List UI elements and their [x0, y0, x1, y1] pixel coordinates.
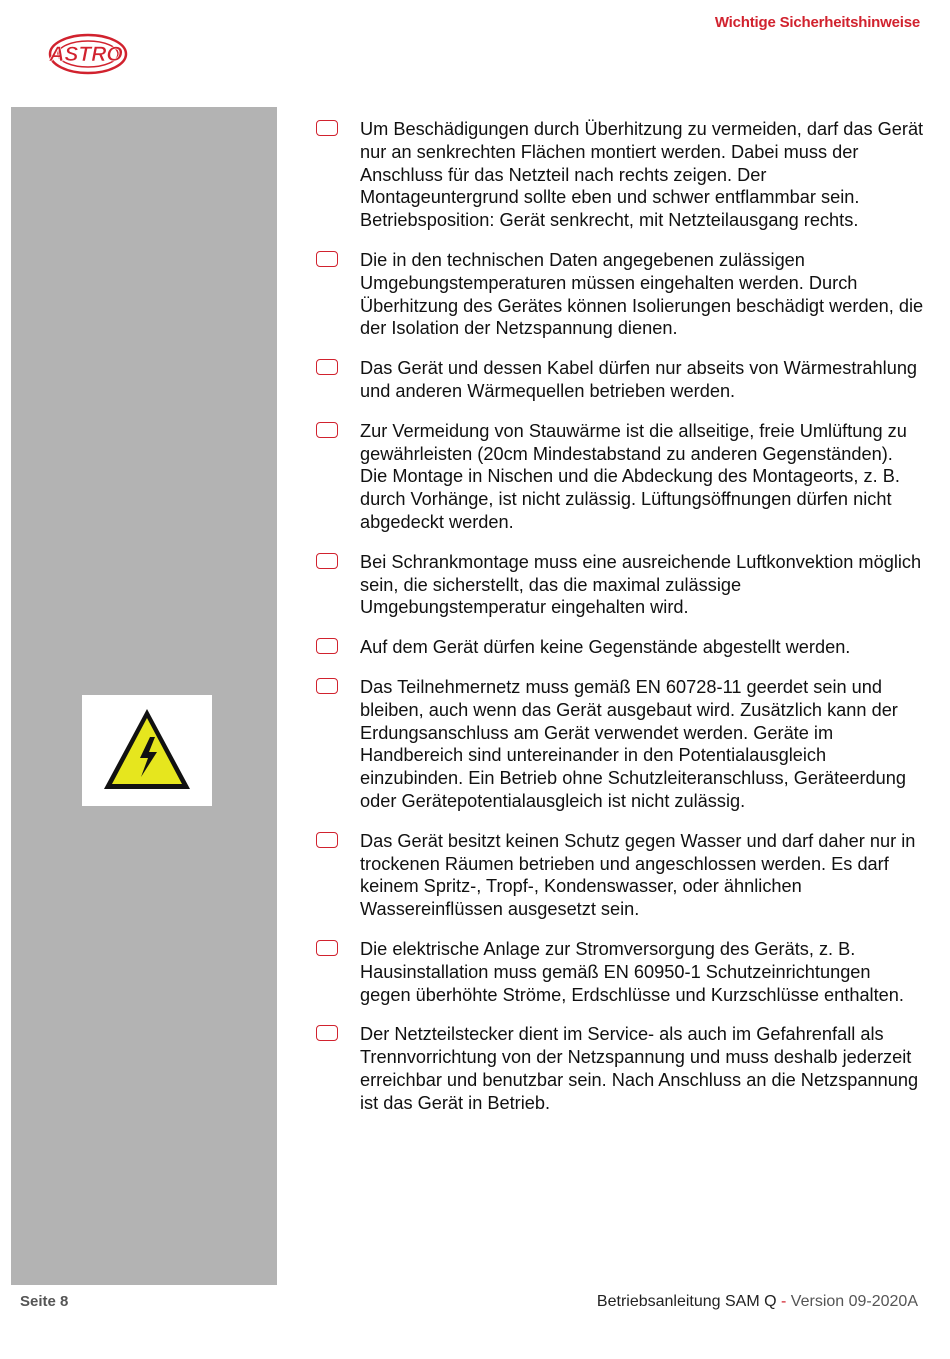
list-item-text: Bei Schrankmontage muss eine ausreichende Luftkonvektion möglich sein, die sicherstellt, das die maximal zulässige Umgebungstemperatur eingehalten wird. [360, 551, 922, 618]
checkbox-icon [316, 359, 338, 375]
checkbox-icon [316, 940, 338, 956]
list-item [316, 249, 924, 340]
logo-text: ASTRO [49, 43, 123, 66]
footer-separator: - [776, 1293, 791, 1310]
electrical-hazard-warning-icon [100, 703, 194, 797]
page-number: Seite 8 [20, 1293, 69, 1310]
list-item-text: Zur Vermeidung von Stauwärme ist die allseitige, freie Umlüftung zu gewährleisten (20cm Mindestabstand zu anderen Gegenständen). Die Montage in Nischen und die Abdeckung des Montageorts, z. B. durch Vorhänge, ist nicht zulässig. Lüftungsöffnungen dürfen nicht abgedeckt werden. [360, 420, 907, 532]
list-item [316, 938, 924, 1006]
manual-title: Betriebsanleitung SAM Q [596, 1293, 777, 1310]
version-label: Version 09-2020A [790, 1293, 918, 1310]
list-item [316, 551, 924, 619]
list-item-text: Das Gerät und dessen Kabel dürfen nur abseits von Wärmestrahlung und anderen Wärmequellen betrieben werden. [360, 358, 918, 401]
list-item [316, 636, 924, 659]
list-item-text: Auf dem Gerät dürfen keine Gegenstände abgestellt werden. [360, 637, 851, 658]
footer-manual-info [597, 1293, 918, 1311]
checkbox-icon [316, 120, 338, 136]
checkbox-icon [316, 251, 338, 267]
list-item [316, 1023, 924, 1114]
astro-logo [36, 30, 136, 78]
checkbox-icon [316, 678, 338, 694]
list-item-text: Die elektrische Anlage zur Stromversorgung des Geräts, z. B. Hausinstallation muss gemäß EN 60950-1 Schutzeinrichtungen gegen überhöhte Ströme, Erdschlüsse und Kurzschlüsse enthalten. [360, 938, 904, 1005]
astro-logo-icon [36, 30, 136, 78]
checkbox-icon [316, 1025, 338, 1041]
list-item [316, 357, 924, 403]
warning-sign [82, 695, 212, 806]
list-item-text: Der Netzteilstecker dient im Service- als auch im Gefahrenfall als Trennvorrichtung von der Netzspannung und muss deshalb jederzeit erreichbar und benutzbar sein. Nach Anschluss an die Netzspannung ist das Gerät in Betrieb. [360, 1024, 919, 1113]
list-item-text: Um Beschädigungen durch Überhitzung zu vermeiden, darf das Gerät nur an senkrechten Flächen montiert werden. Dabei muss der Anschluss für das Netzteil nach rechts zeigen. Der Montageuntergrund sollte eben und schwer entflammbar sein. Betriebsposition: Gerät senkrecht, mit Netzteilausgang rechts. [360, 119, 924, 231]
checkbox-icon [316, 638, 338, 654]
list-item [316, 676, 924, 813]
list-item-text: Das Gerät besitzt keinen Schutz gegen Wasser und darf daher nur in trockenen Räumen betrieben und angeschlossen werden. Es darf keinem Spritz-, Tropf-, Kondenswasser, oder ähnlichen Wassereinflüssen ausgesetzt sein. [360, 830, 916, 920]
checkbox-icon [316, 422, 338, 438]
safety-instructions-list [316, 118, 924, 1131]
checkbox-icon [316, 553, 338, 569]
page-header-title: Wichtige Sicherheitshinweise [714, 14, 920, 31]
list-item [316, 118, 924, 232]
checkbox-icon [316, 832, 338, 848]
list-item [316, 830, 924, 921]
list-item-text: Die in den technischen Daten angegebenen zulässigen Umgebungstemperaturen müssen eingehalten werden. Durch Überhitzung des Gerätes können Isolierungen beschädigt werden, die der Isolation der Netzspannung dienen. [360, 249, 924, 339]
list-item-text: Das Teilnehmernetz muss gemäß EN 60728-11 geerdet sein und bleiben, auch wenn das Gerät ausgebaut wird. Zusätzlich kann der Erdungsanschluss am Gerät verwendet werden. Geräte im Handbereich sind untereinander in den Potentialausgleich einzubinden. Ein Betrieb ohne Schutzleiteranschluss, Geräteerdung oder Gerätepotentialausgleich ist nicht zulässig. [360, 676, 906, 811]
list-item [316, 420, 924, 534]
